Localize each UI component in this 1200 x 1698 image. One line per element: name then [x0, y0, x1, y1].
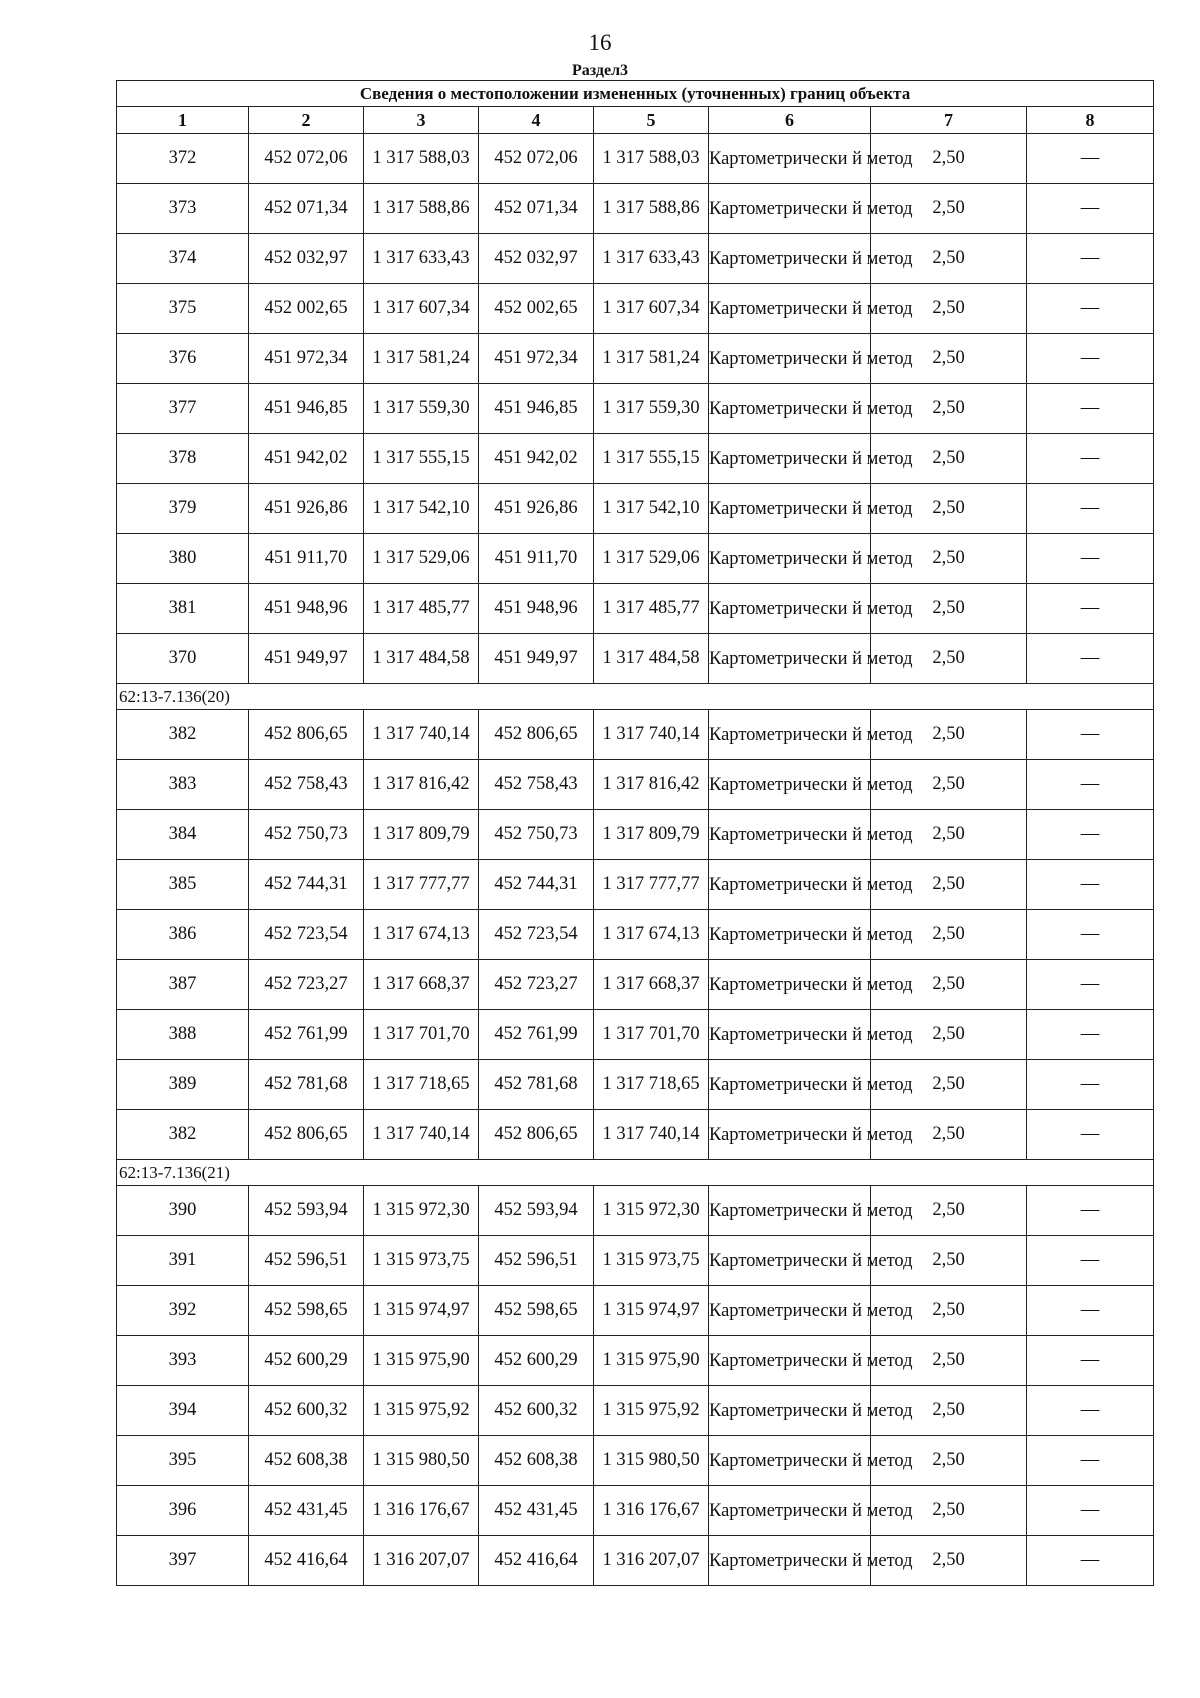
- y-coordinate-existing-cell: 1 317 816,42: [364, 760, 479, 810]
- x-coordinate-existing-cell: 452 723,54: [249, 910, 364, 960]
- table-row: [117, 284, 1154, 334]
- y-coordinate-existing-cell: 1 315 980,50: [364, 1436, 479, 1486]
- point-number-cell: 397: [117, 1536, 249, 1586]
- description-value-cell: —: [1027, 184, 1154, 234]
- y-coordinate-existing-cell: 1 317 674,13: [364, 910, 479, 960]
- point-number-cell: 390: [117, 1186, 249, 1236]
- x-coordinate-existing-cell: 451 926,86: [249, 484, 364, 534]
- x-coordinate-existing-cell: 452 071,34: [249, 184, 364, 234]
- point-number-cell: 382: [117, 710, 249, 760]
- y-coordinate-existing-cell: 1 317 777,77: [364, 860, 479, 910]
- description-value-cell: —: [1027, 1386, 1154, 1436]
- y-coordinate-new-cell: 1 317 588,03: [594, 134, 709, 184]
- description-value-cell: —: [1027, 434, 1154, 484]
- accuracy-value-cell: 2,50: [871, 434, 1027, 484]
- x-coordinate-new-cell: 451 911,70: [479, 534, 594, 584]
- column-number: 6: [709, 107, 871, 134]
- table-row: [117, 1286, 1154, 1336]
- y-coordinate-new-cell: 1 317 484,58: [594, 634, 709, 684]
- accuracy-value-cell: 2,50: [871, 1436, 1027, 1486]
- y-coordinate-new-cell: 1 315 974,97: [594, 1286, 709, 1336]
- column-number: 7: [871, 107, 1027, 134]
- y-coordinate-existing-cell: 1 317 529,06: [364, 534, 479, 584]
- accuracy-value-cell: 2,50: [871, 1010, 1027, 1060]
- y-coordinate-new-cell: 1 317 588,86: [594, 184, 709, 234]
- determination-method-cell: Картометрически й метод: [709, 910, 871, 960]
- description-value-cell: —: [1027, 534, 1154, 584]
- x-coordinate-new-cell: 452 600,29: [479, 1336, 594, 1386]
- y-coordinate-new-cell: 1 317 633,43: [594, 234, 709, 284]
- point-number-cell: 372: [117, 134, 249, 184]
- x-coordinate-new-cell: 452 593,94: [479, 1186, 594, 1236]
- table-row: [117, 960, 1154, 1010]
- determination-method-cell: Картометрически й метод: [709, 1010, 871, 1060]
- y-coordinate-existing-cell: 1 317 485,77: [364, 584, 479, 634]
- point-number-cell: 375: [117, 284, 249, 334]
- point-number-cell: 380: [117, 534, 249, 584]
- accuracy-value-cell: 2,50: [871, 760, 1027, 810]
- determination-method-cell: Картометрически й метод: [709, 1336, 871, 1386]
- y-coordinate-new-cell: 1 317 555,15: [594, 434, 709, 484]
- x-coordinate-new-cell: 451 949,97: [479, 634, 594, 684]
- y-coordinate-new-cell: 1 317 674,13: [594, 910, 709, 960]
- y-coordinate-new-cell: 1 315 972,30: [594, 1186, 709, 1236]
- x-coordinate-new-cell: 452 806,65: [479, 710, 594, 760]
- y-coordinate-existing-cell: 1 315 975,90: [364, 1336, 479, 1386]
- section-title: Раздел3: [571, 62, 629, 79]
- x-coordinate-existing-cell: 452 750,73: [249, 810, 364, 860]
- description-value-cell: —: [1027, 1486, 1154, 1536]
- determination-method-cell: Картометрически й метод: [709, 534, 871, 584]
- determination-method-cell: Картометрически й метод: [709, 960, 871, 1010]
- x-coordinate-existing-cell: 451 948,96: [249, 584, 364, 634]
- point-number-cell: 382: [117, 1110, 249, 1160]
- description-value-cell: —: [1027, 634, 1154, 684]
- description-value-cell: —: [1027, 810, 1154, 860]
- table-row: [117, 710, 1154, 760]
- description-value-cell: —: [1027, 1436, 1154, 1486]
- coordinates-table: [116, 80, 1154, 1586]
- y-coordinate-new-cell: 1 317 777,77: [594, 860, 709, 910]
- determination-method-cell: Картометрически й метод: [709, 134, 871, 184]
- table-row: [117, 1110, 1154, 1160]
- x-coordinate-new-cell: 452 072,06: [479, 134, 594, 184]
- x-coordinate-new-cell: 451 942,02: [479, 434, 594, 484]
- x-coordinate-new-cell: 452 744,31: [479, 860, 594, 910]
- table-row: [117, 1436, 1154, 1486]
- y-coordinate-existing-cell: 1 317 581,24: [364, 334, 479, 384]
- accuracy-value-cell: 2,50: [871, 960, 1027, 1010]
- x-coordinate-new-cell: 452 416,64: [479, 1536, 594, 1586]
- table-row: [117, 1536, 1154, 1586]
- determination-method-cell: Картометрически й метод: [709, 1436, 871, 1486]
- x-coordinate-new-cell: 452 431,45: [479, 1486, 594, 1536]
- description-value-cell: —: [1027, 284, 1154, 334]
- table-row: [117, 334, 1154, 384]
- determination-method-cell: Картометрически й метод: [709, 634, 871, 684]
- y-coordinate-new-cell: 1 316 176,67: [594, 1486, 709, 1536]
- table-caption: Сведения о местоположении измененных (уточненных) границ объекта: [117, 81, 1154, 107]
- y-coordinate-new-cell: 1 316 207,07: [594, 1536, 709, 1586]
- column-number: 8: [1027, 107, 1154, 134]
- determination-method-cell: Картометрически й метод: [709, 1536, 871, 1586]
- determination-method-cell: Картометрически й метод: [709, 184, 871, 234]
- x-coordinate-existing-cell: 452 758,43: [249, 760, 364, 810]
- accuracy-value-cell: 2,50: [871, 634, 1027, 684]
- x-coordinate-existing-cell: 452 598,65: [249, 1286, 364, 1336]
- x-coordinate-existing-cell: 452 032,97: [249, 234, 364, 284]
- x-coordinate-new-cell: 452 750,73: [479, 810, 594, 860]
- y-coordinate-new-cell: 1 317 581,24: [594, 334, 709, 384]
- x-coordinate-new-cell: 452 600,32: [479, 1386, 594, 1436]
- description-value-cell: —: [1027, 334, 1154, 384]
- description-value-cell: —: [1027, 1186, 1154, 1236]
- determination-method-cell: Картометрически й метод: [709, 1060, 871, 1110]
- determination-method-cell: Картометрически й метод: [709, 1236, 871, 1286]
- point-number-cell: 388: [117, 1010, 249, 1060]
- x-coordinate-new-cell: 452 806,65: [479, 1110, 594, 1160]
- x-coordinate-new-cell: 451 926,86: [479, 484, 594, 534]
- description-value-cell: —: [1027, 1060, 1154, 1110]
- accuracy-value-cell: 2,50: [871, 1060, 1027, 1110]
- y-coordinate-new-cell: 1 317 701,70: [594, 1010, 709, 1060]
- x-coordinate-new-cell: 452 758,43: [479, 760, 594, 810]
- x-coordinate-new-cell: 452 002,65: [479, 284, 594, 334]
- determination-method-cell: Картометрически й метод: [709, 1486, 871, 1536]
- y-coordinate-existing-cell: 1 315 972,30: [364, 1186, 479, 1236]
- table-row: [117, 434, 1154, 484]
- x-coordinate-existing-cell: 451 972,34: [249, 334, 364, 384]
- table-caption-row: [117, 81, 1154, 107]
- x-coordinate-existing-cell: 452 761,99: [249, 1010, 364, 1060]
- x-coordinate-new-cell: 452 761,99: [479, 1010, 594, 1060]
- accuracy-value-cell: 2,50: [871, 384, 1027, 434]
- column-number: 5: [594, 107, 709, 134]
- table-row: [117, 910, 1154, 960]
- y-coordinate-existing-cell: 1 315 974,97: [364, 1286, 479, 1336]
- accuracy-value-cell: 2,50: [871, 910, 1027, 960]
- point-number-cell: 378: [117, 434, 249, 484]
- description-value-cell: —: [1027, 234, 1154, 284]
- point-number-cell: 395: [117, 1436, 249, 1486]
- y-coordinate-existing-cell: 1 317 542,10: [364, 484, 479, 534]
- determination-method-cell: Картометрически й метод: [709, 1186, 871, 1236]
- determination-method-cell: Картометрически й метод: [709, 434, 871, 484]
- determination-method-cell: Картометрически й метод: [709, 334, 871, 384]
- x-coordinate-new-cell: 452 723,27: [479, 960, 594, 1010]
- table-row: [117, 1236, 1154, 1286]
- table-row: [117, 1060, 1154, 1110]
- description-value-cell: —: [1027, 1010, 1154, 1060]
- table-row: [117, 810, 1154, 860]
- accuracy-value-cell: 2,50: [871, 234, 1027, 284]
- y-coordinate-new-cell: 1 315 980,50: [594, 1436, 709, 1486]
- accuracy-value-cell: 2,50: [871, 810, 1027, 860]
- y-coordinate-existing-cell: 1 317 484,58: [364, 634, 479, 684]
- point-number-cell: 391: [117, 1236, 249, 1286]
- contour-group-row: [117, 684, 1154, 710]
- determination-method-cell: Картометрически й метод: [709, 584, 871, 634]
- table-row: [117, 860, 1154, 910]
- point-number-cell: 386: [117, 910, 249, 960]
- x-coordinate-existing-cell: 452 600,29: [249, 1336, 364, 1386]
- accuracy-value-cell: 2,50: [871, 1386, 1027, 1436]
- contour-label: 62:13-7.136(21): [117, 1160, 1154, 1186]
- determination-method-cell: Картометрически й метод: [709, 234, 871, 284]
- x-coordinate-existing-cell: 452 072,06: [249, 134, 364, 184]
- description-value-cell: —: [1027, 384, 1154, 434]
- x-coordinate-existing-cell: 452 806,65: [249, 1110, 364, 1160]
- y-coordinate-existing-cell: 1 317 555,15: [364, 434, 479, 484]
- contour-group-row: [117, 1160, 1154, 1186]
- y-coordinate-existing-cell: 1 315 975,92: [364, 1386, 479, 1436]
- determination-method-cell: Картометрически й метод: [709, 484, 871, 534]
- x-coordinate-existing-cell: 452 416,64: [249, 1536, 364, 1586]
- accuracy-value-cell: 2,50: [871, 584, 1027, 634]
- determination-method-cell: Картометрически й метод: [709, 1386, 871, 1436]
- table-row: [117, 534, 1154, 584]
- x-coordinate-new-cell: 451 946,85: [479, 384, 594, 434]
- x-coordinate-existing-cell: 451 949,97: [249, 634, 364, 684]
- x-coordinate-existing-cell: 452 596,51: [249, 1236, 364, 1286]
- y-coordinate-existing-cell: 1 316 176,67: [364, 1486, 479, 1536]
- y-coordinate-existing-cell: 1 317 809,79: [364, 810, 479, 860]
- determination-method-cell: Картометрически й метод: [709, 760, 871, 810]
- y-coordinate-new-cell: 1 317 542,10: [594, 484, 709, 534]
- point-number-cell: 377: [117, 384, 249, 434]
- y-coordinate-new-cell: 1 315 973,75: [594, 1236, 709, 1286]
- point-number-cell: 374: [117, 234, 249, 284]
- point-number-cell: 393: [117, 1336, 249, 1386]
- table-row: [117, 760, 1154, 810]
- x-coordinate-new-cell: 452 781,68: [479, 1060, 594, 1110]
- table-row: [117, 234, 1154, 284]
- column-number: 1: [117, 107, 249, 134]
- y-coordinate-new-cell: 1 317 718,65: [594, 1060, 709, 1110]
- x-coordinate-new-cell: 452 723,54: [479, 910, 594, 960]
- accuracy-value-cell: 2,50: [871, 284, 1027, 334]
- x-coordinate-existing-cell: 452 593,94: [249, 1186, 364, 1236]
- y-coordinate-new-cell: 1 315 975,90: [594, 1336, 709, 1386]
- description-value-cell: —: [1027, 134, 1154, 184]
- x-coordinate-existing-cell: 451 942,02: [249, 434, 364, 484]
- determination-method-cell: Картометрически й метод: [709, 710, 871, 760]
- accuracy-value-cell: 2,50: [871, 184, 1027, 234]
- table-body: [117, 81, 1154, 1586]
- page-number: 16: [588, 30, 612, 55]
- determination-method-cell: Картометрически й метод: [709, 1286, 871, 1336]
- point-number-cell: 392: [117, 1286, 249, 1336]
- table-row: [117, 1186, 1154, 1236]
- y-coordinate-existing-cell: 1 317 588,86: [364, 184, 479, 234]
- y-coordinate-new-cell: 1 317 559,30: [594, 384, 709, 434]
- column-number: 4: [479, 107, 594, 134]
- y-coordinate-new-cell: 1 317 607,34: [594, 284, 709, 334]
- description-value-cell: —: [1027, 1336, 1154, 1386]
- x-coordinate-existing-cell: 451 946,85: [249, 384, 364, 434]
- point-number-cell: 383: [117, 760, 249, 810]
- description-value-cell: —: [1027, 1536, 1154, 1586]
- y-coordinate-existing-cell: 1 315 973,75: [364, 1236, 479, 1286]
- y-coordinate-existing-cell: 1 317 718,65: [364, 1060, 479, 1110]
- description-value-cell: —: [1027, 1286, 1154, 1336]
- description-value-cell: —: [1027, 960, 1154, 1010]
- table-row: [117, 584, 1154, 634]
- description-value-cell: —: [1027, 910, 1154, 960]
- y-coordinate-existing-cell: 1 317 559,30: [364, 384, 479, 434]
- y-coordinate-existing-cell: 1 317 668,37: [364, 960, 479, 1010]
- point-number-cell: 379: [117, 484, 249, 534]
- x-coordinate-existing-cell: 452 744,31: [249, 860, 364, 910]
- column-number: 3: [364, 107, 479, 134]
- table-row: [117, 1010, 1154, 1060]
- table-row: [117, 484, 1154, 534]
- accuracy-value-cell: 2,50: [871, 1186, 1027, 1236]
- point-number-cell: 376: [117, 334, 249, 384]
- y-coordinate-new-cell: 1 317 529,06: [594, 534, 709, 584]
- accuracy-value-cell: 2,50: [871, 484, 1027, 534]
- table-row: [117, 1386, 1154, 1436]
- x-coordinate-existing-cell: 452 600,32: [249, 1386, 364, 1436]
- accuracy-value-cell: 2,50: [871, 1286, 1027, 1336]
- x-coordinate-new-cell: 452 596,51: [479, 1236, 594, 1286]
- description-value-cell: —: [1027, 860, 1154, 910]
- x-coordinate-existing-cell: 451 911,70: [249, 534, 364, 584]
- table-row: [117, 134, 1154, 184]
- column-number: 2: [249, 107, 364, 134]
- y-coordinate-existing-cell: 1 316 207,07: [364, 1536, 479, 1586]
- description-value-cell: —: [1027, 584, 1154, 634]
- determination-method-cell: Картометрически й метод: [709, 860, 871, 910]
- x-coordinate-new-cell: 452 608,38: [479, 1436, 594, 1486]
- table-row: [117, 184, 1154, 234]
- point-number-cell: 389: [117, 1060, 249, 1110]
- x-coordinate-existing-cell: 452 723,27: [249, 960, 364, 1010]
- accuracy-value-cell: 2,50: [871, 1236, 1027, 1286]
- y-coordinate-new-cell: 1 317 740,14: [594, 710, 709, 760]
- y-coordinate-new-cell: 1 317 816,42: [594, 760, 709, 810]
- determination-method-cell: Картометрически й метод: [709, 384, 871, 434]
- point-number-cell: 387: [117, 960, 249, 1010]
- x-coordinate-new-cell: 451 948,96: [479, 584, 594, 634]
- x-coordinate-existing-cell: 452 806,65: [249, 710, 364, 760]
- point-number-cell: 385: [117, 860, 249, 910]
- point-number-cell: 396: [117, 1486, 249, 1536]
- contour-label: 62:13-7.136(20): [117, 684, 1154, 710]
- point-number-cell: 384: [117, 810, 249, 860]
- y-coordinate-existing-cell: 1 317 701,70: [364, 1010, 479, 1060]
- y-coordinate-new-cell: 1 317 485,77: [594, 584, 709, 634]
- point-number-cell: 381: [117, 584, 249, 634]
- determination-method-cell: Картометрически й метод: [709, 1110, 871, 1160]
- accuracy-value-cell: 2,50: [871, 710, 1027, 760]
- accuracy-value-cell: 2,50: [871, 860, 1027, 910]
- x-coordinate-existing-cell: 452 608,38: [249, 1436, 364, 1486]
- x-coordinate-existing-cell: 452 431,45: [249, 1486, 364, 1536]
- point-number-cell: 370: [117, 634, 249, 684]
- accuracy-value-cell: 2,50: [871, 134, 1027, 184]
- table-row: [117, 1336, 1154, 1386]
- x-coordinate-existing-cell: 452 002,65: [249, 284, 364, 334]
- y-coordinate-new-cell: 1 317 809,79: [594, 810, 709, 860]
- y-coordinate-existing-cell: 1 317 607,34: [364, 284, 479, 334]
- determination-method-cell: Картометрически й метод: [709, 810, 871, 860]
- point-number-cell: 394: [117, 1386, 249, 1436]
- description-value-cell: —: [1027, 1110, 1154, 1160]
- accuracy-value-cell: 2,50: [871, 1536, 1027, 1586]
- table-row: [117, 634, 1154, 684]
- y-coordinate-new-cell: 1 315 975,92: [594, 1386, 709, 1436]
- y-coordinate-existing-cell: 1 317 588,03: [364, 134, 479, 184]
- column-number-row: [117, 107, 1154, 134]
- point-number-cell: 373: [117, 184, 249, 234]
- y-coordinate-existing-cell: 1 317 633,43: [364, 234, 479, 284]
- y-coordinate-existing-cell: 1 317 740,14: [364, 710, 479, 760]
- description-value-cell: —: [1027, 484, 1154, 534]
- x-coordinate-new-cell: 452 598,65: [479, 1286, 594, 1336]
- accuracy-value-cell: 2,50: [871, 1486, 1027, 1536]
- description-value-cell: —: [1027, 710, 1154, 760]
- accuracy-value-cell: 2,50: [871, 1336, 1027, 1386]
- table-row: [117, 1486, 1154, 1536]
- description-value-cell: —: [1027, 760, 1154, 810]
- description-value-cell: —: [1027, 1236, 1154, 1286]
- accuracy-value-cell: 2,50: [871, 334, 1027, 384]
- y-coordinate-new-cell: 1 317 740,14: [594, 1110, 709, 1160]
- x-coordinate-new-cell: 451 972,34: [479, 334, 594, 384]
- y-coordinate-new-cell: 1 317 668,37: [594, 960, 709, 1010]
- determination-method-cell: Картометрически й метод: [709, 284, 871, 334]
- x-coordinate-existing-cell: 452 781,68: [249, 1060, 364, 1110]
- x-coordinate-new-cell: 452 071,34: [479, 184, 594, 234]
- accuracy-value-cell: 2,50: [871, 1110, 1027, 1160]
- y-coordinate-existing-cell: 1 317 740,14: [364, 1110, 479, 1160]
- accuracy-value-cell: 2,50: [871, 534, 1027, 584]
- table-row: [117, 384, 1154, 434]
- x-coordinate-new-cell: 452 032,97: [479, 234, 594, 284]
